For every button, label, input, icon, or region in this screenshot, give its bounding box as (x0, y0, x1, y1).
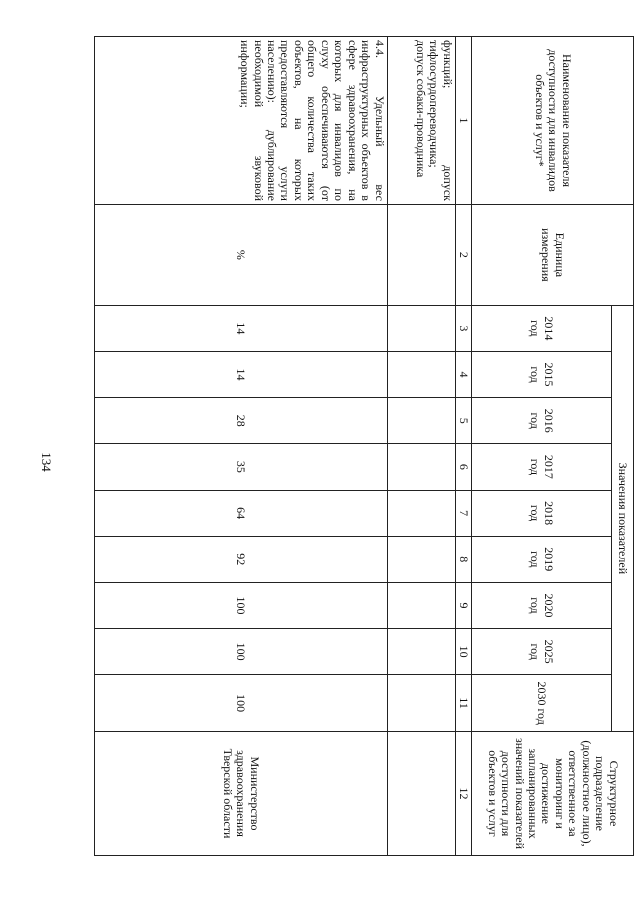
row-4-4-responsible: Министерство здравоохранения Тверской области (95, 732, 388, 856)
header-year-2020: 2020 год (472, 582, 612, 628)
header-values-group: Значения показателей (612, 305, 634, 731)
column-number: 11 (455, 675, 471, 732)
empty-cell (387, 490, 455, 536)
row-4-4-value-2015: 14 (95, 351, 388, 397)
row-4-4-value-2019: 92 (95, 536, 388, 582)
row-4-4-value-2016: 28 (95, 398, 388, 444)
empty-cell (387, 444, 455, 490)
column-number: 7 (455, 490, 471, 536)
empty-cell (387, 305, 455, 351)
header-year-2014: 2014 год (472, 305, 612, 351)
column-number: 9 (455, 582, 471, 628)
empty-cell (387, 204, 455, 305)
column-number: 5 (455, 398, 471, 444)
header-year-2019: 2019 год (472, 536, 612, 582)
header-year-2016: 2016 год (472, 398, 612, 444)
header-year-2030: 2030 год (472, 675, 612, 732)
column-number: 6 (455, 444, 471, 490)
column-number: 10 (455, 629, 471, 675)
header-unit: Единица измерения (472, 204, 634, 305)
accessibility-indicators-table (94, 36, 634, 856)
page-number: 134 (39, 452, 54, 472)
empty-cell (387, 732, 455, 856)
row-4-4-value-2030: 100 (95, 675, 388, 732)
column-number-row (455, 37, 471, 856)
row-4-4-unit: % (95, 204, 388, 305)
column-number: 1 (455, 37, 471, 205)
header-name: Наименование показателя доступности для инвалидов объектов и услуг* (472, 37, 634, 205)
row-4-4-name: 4.4. Удельный вес инфраструктурных объектов в сфере здравоохранения, на которых для инвалидов по слуху обеспечиваются (от общего количества таких объектов, на которых предоставляются услуги населению): дублирование необходимой звуковой информации; (95, 37, 388, 205)
column-number: 4 (455, 351, 471, 397)
row-4-4-value-2017: 35 (95, 444, 388, 490)
table-row (387, 37, 455, 856)
column-number: 3 (455, 305, 471, 351)
header-year-2015: 2015 год (472, 351, 612, 397)
header-year-2025: 2025 год (472, 629, 612, 675)
header-year-2017: 2017 год (472, 444, 612, 490)
continuation-row-name: функций; допуск тифлосурдопереводчика; допуск собаки-проводника (387, 37, 455, 205)
row-4-4-value-2025: 100 (95, 629, 388, 675)
row-4-4-value-2020: 100 (95, 582, 388, 628)
column-number: 8 (455, 536, 471, 582)
empty-cell (387, 582, 455, 628)
empty-cell (387, 536, 455, 582)
empty-cell (387, 675, 455, 732)
column-number: 2 (455, 204, 471, 305)
rotated-table-container (94, 36, 634, 856)
empty-cell (387, 629, 455, 675)
table-row (95, 37, 388, 856)
empty-cell (387, 351, 455, 397)
header-responsible: Структурное подразделение (должностное лицо), ответственное за мониторинг и достижение запланированных значений показателей доступности для объектов и услуг (472, 732, 634, 856)
row-4-4-value-2014: 14 (95, 305, 388, 351)
column-number: 12 (455, 732, 471, 856)
empty-cell (387, 398, 455, 444)
row-4-4-value-2018: 64 (95, 490, 388, 536)
header-year-2018: 2018 год (472, 490, 612, 536)
